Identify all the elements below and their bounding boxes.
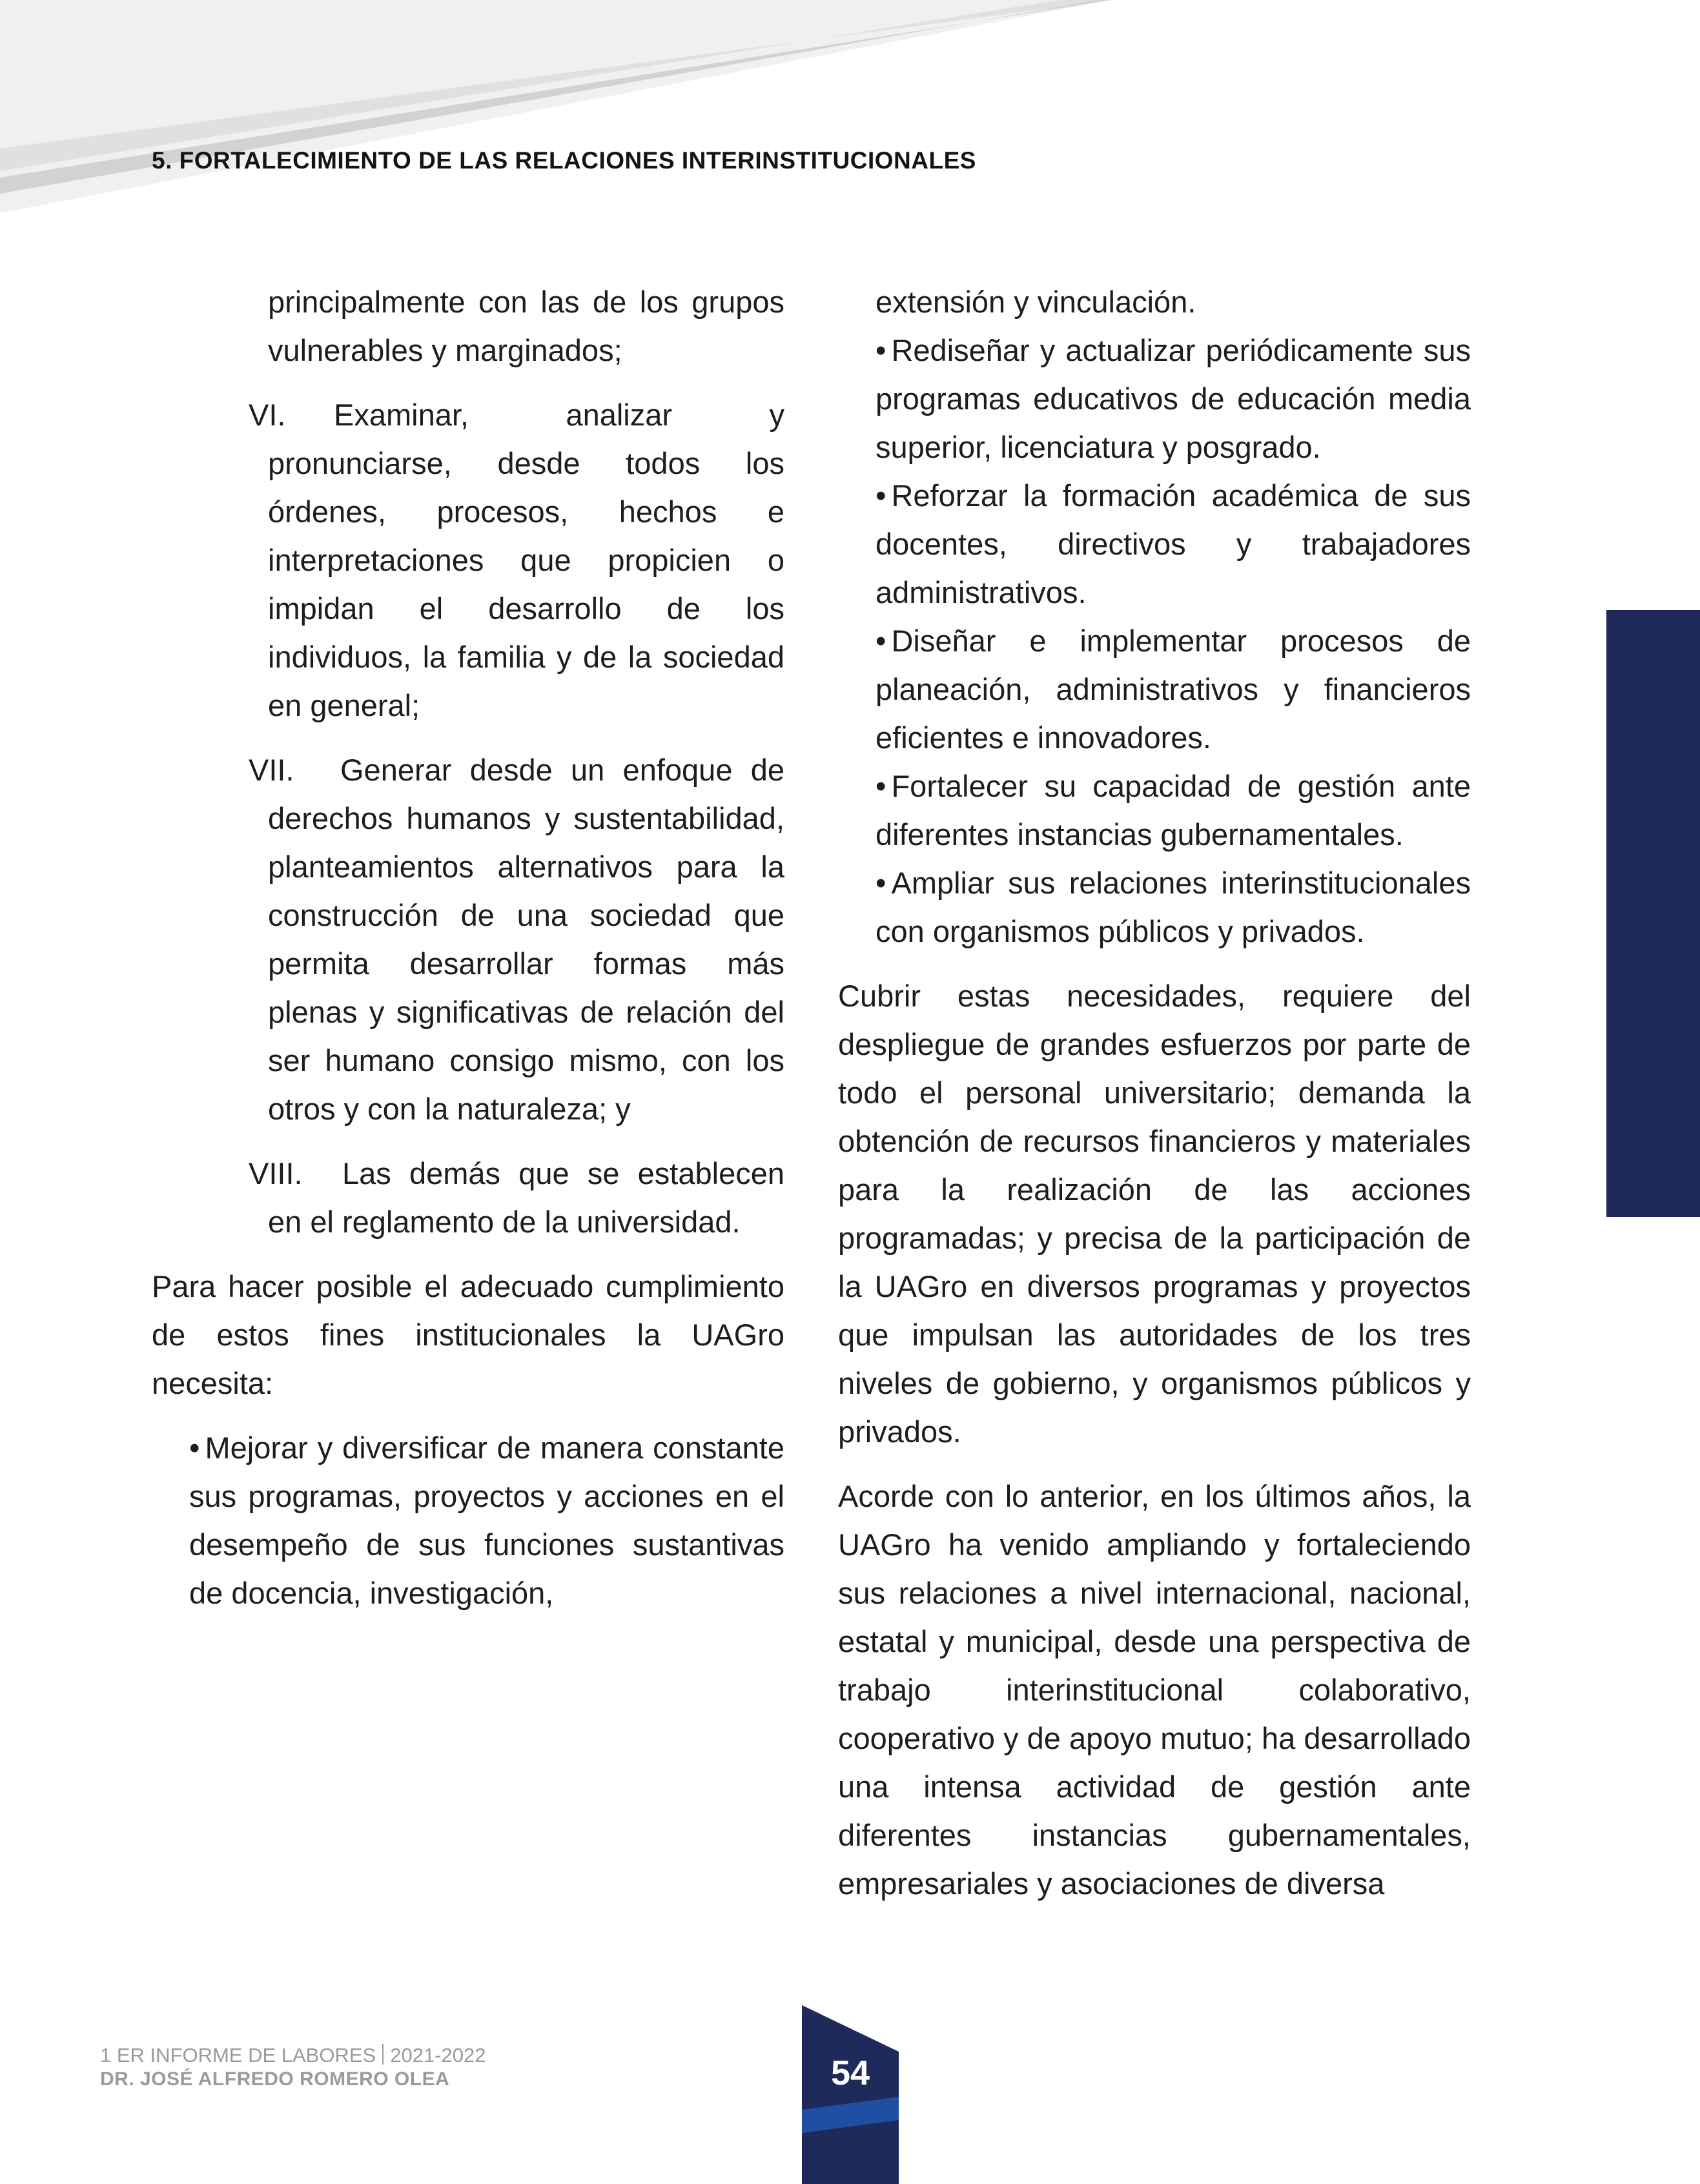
bullet-text: Diseñar e implementar procesos de planeación, administrativos y financieros eficientes e innovadores. bbox=[876, 624, 1471, 755]
side-tab bbox=[1606, 610, 1700, 1217]
list-text: Generar desde un enfoque de derechos humanos y sustentabilidad, planteamientos alternativos para la construcción de una sociedad que permita desarrollar formas más plenas y significativas de relación del ser humano consigo mismo, con los otros y con la naturaleza; y bbox=[268, 753, 784, 1126]
bullet-icon: • bbox=[876, 333, 886, 367]
list-text: Las demás que se establecen en el reglamento de la universidad. bbox=[268, 1156, 784, 1239]
bullet-item bbox=[152, 1424, 784, 1617]
list-continuation: principalmente con las de los grupos vulnerables y marginados; bbox=[268, 285, 784, 367]
bullet-text: Reforzar la formación académica de sus docentes, directivos y trabajadores administrativos. bbox=[876, 478, 1471, 609]
list-number: VI. bbox=[249, 398, 286, 432]
bullet-icon: • bbox=[876, 624, 886, 658]
page-number: 54 bbox=[830, 2054, 870, 2092]
header-swoosh-light bbox=[0, 0, 1111, 213]
paragraph: Acorde con lo anterior, en los últimos años, la UAGro ha venido ampliando y fortaleciendo sus relaciones a nivel internacional, nacional, estatal y municipal, desde una perspectiva de trabajo interinstitucional colaborativo, cooperativo y de apoyo mutuo; ha desarrollado una intensa actividad de gestión ante diferentes instancias gubernamentales, empresariales y asociaciones de diversa bbox=[838, 1479, 1471, 1901]
bullet-text: Mejorar y diversificar de manera constante sus programas, proyectos y acciones en el desempeño de sus funciones sustantivas de docencia, investigación, bbox=[189, 1431, 784, 1610]
bullet-icon: • bbox=[876, 866, 886, 900]
list-item-viii bbox=[152, 1149, 784, 1246]
bullet-item bbox=[838, 762, 1471, 859]
list-number: VIII. bbox=[249, 1156, 303, 1190]
list-number: VII. bbox=[249, 753, 294, 787]
list-item-vii bbox=[152, 746, 784, 1133]
footer-report-title bbox=[100, 2044, 486, 2067]
bullet-icon: • bbox=[876, 478, 886, 513]
footer-author: DR. JOSÉ ALFREDO ROMERO OLEA bbox=[100, 2068, 450, 2090]
bullet-item bbox=[838, 617, 1471, 762]
section-title: 5. FORTALECIMIENTO DE LAS RELACIONES INTERINSTITUCIONALES bbox=[152, 147, 976, 174]
bullet-icon: • bbox=[189, 1431, 200, 1465]
report-period: 2021-2022 bbox=[390, 2044, 486, 2067]
bullet-text: Rediseñar y actualizar periódicamente sus programas educativos de educación media superior, licenciatura y posgrado. bbox=[876, 333, 1471, 464]
right-column bbox=[838, 278, 1471, 1924]
bullet-icon: • bbox=[876, 769, 886, 803]
left-column bbox=[152, 278, 784, 1617]
intro-paragraph: Para hacer posible el adecuado cumplimiento de estos fines institucionales la UAGro necesita: bbox=[152, 1269, 784, 1400]
page-number-tab bbox=[802, 2005, 899, 2184]
bullet-text: Fortalecer su capacidad de gestión ante diferentes instancias gubernamentales. bbox=[876, 769, 1471, 852]
list-item-vi bbox=[152, 391, 784, 730]
bullet-text: Ampliar sus relaciones interinstitucionales con organismos públicos y privados. bbox=[876, 866, 1471, 948]
bullet-item bbox=[838, 326, 1471, 471]
footer-separator bbox=[382, 2044, 384, 2065]
report-title: 1 ER INFORME DE LABORES bbox=[100, 2044, 376, 2067]
bullet-continuation: extensión y vinculación. bbox=[876, 285, 1196, 319]
bullet-item bbox=[838, 859, 1471, 955]
list-text: Examinar, analizar y pronunciarse, desde todos los órdenes, procesos, hechos e interpretaciones que propicien o impidan el desarrollo de los individuos, la familia y de la sociedad en general; bbox=[268, 398, 784, 722]
paragraph: Cubrir estas necesidades, requiere del despliegue de grandes esfuerzos por parte de todo el personal universitario; demanda la obtención de recursos financieros y materiales para la realización de las acciones programadas; y precisa de la participación de la UAGro en diversos programas y proyectos que impulsan las autoridades de los tres niveles de gobierno, y organismos públicos y privados. bbox=[838, 979, 1471, 1449]
bullet-item bbox=[838, 471, 1471, 617]
